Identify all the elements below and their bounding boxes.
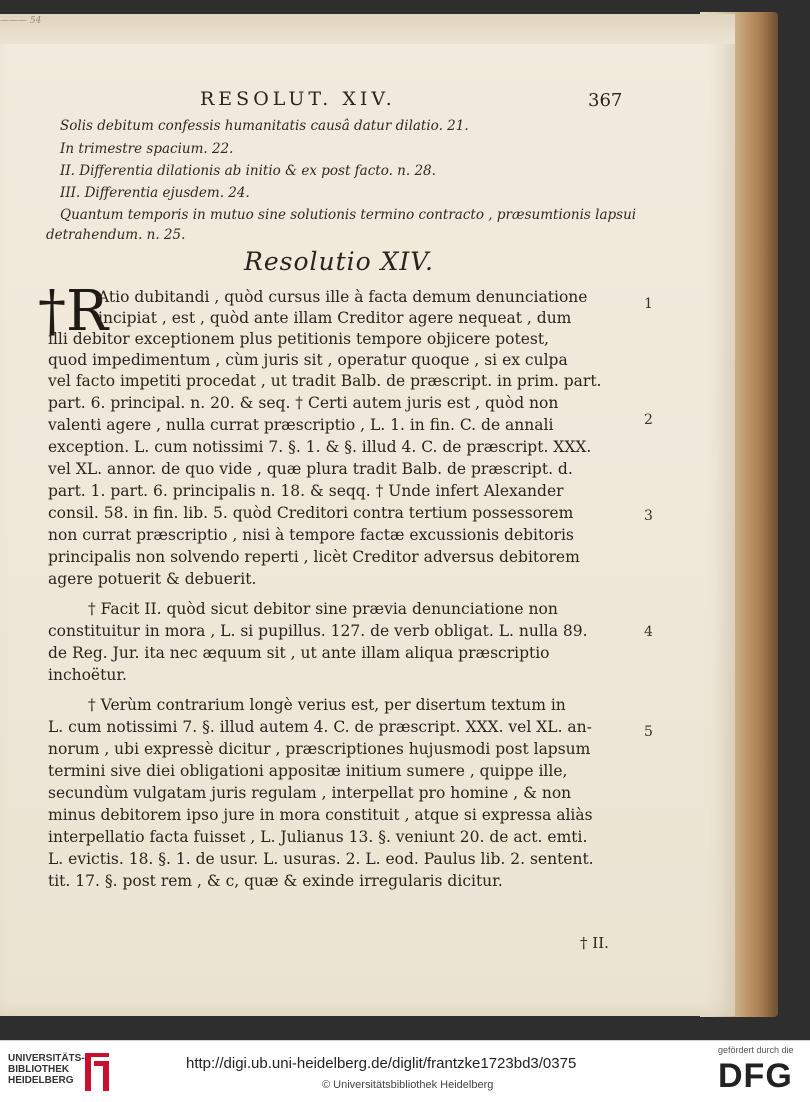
body-line: interpellatio facta fuisset , L. Julianus 13. §. veniunt 20. de act. emti. xyxy=(48,828,588,846)
body-line: agere potuerit & debuerit. xyxy=(48,570,257,588)
body-line: vel XL. annor. de quo vide , quæ plura tradit Balb. de præscript. d. xyxy=(48,460,573,478)
body-line: L. cum notissimi 7. §. illud autem 4. C. de præscript. XXX. vel XL. an- xyxy=(48,718,592,736)
catchword: † II. xyxy=(580,934,609,952)
body-line: non currat præscriptio , nisi à tempore factæ excussionis debitoris xyxy=(48,526,574,544)
dfg-logo: DFG xyxy=(718,1057,793,1095)
summary-line: III. Differentia ejusdem. 24. xyxy=(60,185,250,201)
copyright: © Universitätsbibliothek Heidelberg xyxy=(322,1079,494,1091)
page-top-strip xyxy=(0,14,735,44)
summary-line: In trimestre spacium. 22. xyxy=(60,141,234,157)
body-line: part. 6. principal. n. 20. & seq. † Certi autem juris est , quòd non xyxy=(48,394,559,412)
summary-line: Quantum temporis in mutuo sine solutionis termino contracto , præsumtionis lapsui xyxy=(60,207,637,223)
book-page xyxy=(0,14,735,1016)
body-line: vel facto impetiti procedat , ut tradit Balb. de præscript. in prim. part. xyxy=(48,372,602,390)
running-header: RESOLUT. XIV. xyxy=(200,88,396,110)
body-line: valenti agere , nulla currat præscriptio , L. 1. in fin. C. de annali xyxy=(48,416,554,434)
body-line: quod impedimentum , cùm juris sit , operatur quoque , si ex culpa xyxy=(48,351,568,369)
body-line: Atio dubitandi , quòd cursus ille à facta demum denunciatione xyxy=(98,288,588,306)
drop-cap: †R xyxy=(38,279,109,344)
body-line: termini sive diei obligationi appositæ initium sumere , quippe ille, xyxy=(48,762,568,780)
permalink[interactable]: http://digi.ub.uni-heidelberg.de/diglit/frantzke1723bd3/0375 xyxy=(186,1055,577,1072)
summary-line: Solis debitum confessis humanitatis causâ datur dilatio. 21. xyxy=(60,118,469,134)
margin-number: 1 xyxy=(644,296,653,312)
viewer-footer xyxy=(0,1040,810,1102)
university-logo-icon xyxy=(82,1049,112,1095)
margin-number: 3 xyxy=(644,508,653,524)
margin-number: 5 xyxy=(644,724,653,740)
body-line: de Reg. Jur. ita nec æquum sit , ut ante illam aliqua præscriptio xyxy=(48,644,550,662)
body-line: part. 1. part. 6. principalis n. 18. & seqq. † Unde infert Alexander xyxy=(48,482,564,500)
summary-line: detrahendum. n. 25. xyxy=(46,227,186,243)
body-line: L. evictis. 18. §. 1. de usur. L. usuras. 2. L. eod. Paulus lib. 2. sentent. xyxy=(48,850,594,868)
body-line: consil. 58. in fin. lib. 5. quòd Creditori contra tertium possessorem xyxy=(48,504,574,522)
page-number: 367 xyxy=(588,90,623,111)
body-line: exception. L. cum notissimi 7. §. 1. & §. illud 4. C. de præscript. XXX. xyxy=(48,438,592,456)
body-line: † Verùm contrarium longè verius est, per disertum textum in xyxy=(88,696,566,714)
summary-line: II. Differentia dilationis ab initio & ex post facto. n. 28. xyxy=(60,163,436,179)
body-line: incipiat , est , quòd ante illam Creditor agere nequeat , dum xyxy=(98,309,572,327)
section-title: Resolutio XIV. xyxy=(244,247,434,276)
body-line: illi debitor exceptionem plus petitionis tempore objicere potest, xyxy=(48,330,549,348)
body-line: secundùm vulgatam juris regulam , interpellat pro homine , & non xyxy=(48,784,572,802)
funder-label: gefördert durch die xyxy=(718,1045,794,1055)
body-line: norum , ubi expressè dicitur , præscriptiones hujusmodi post lapsum xyxy=(48,740,591,758)
strip-text: ——— 54 xyxy=(0,16,42,26)
margin-number: 2 xyxy=(644,412,653,428)
body-line: inchoëtur. xyxy=(48,666,127,684)
body-line: minus debitorem ipso jure in mora constituit , atque si expressa aliàs xyxy=(48,806,593,824)
body-line: constituitur in mora , L. si pupillus. 127. de verb obligat. L. nulla 89. xyxy=(48,622,588,640)
body-line: tit. 17. §. post rem , & c, quæ & exinde irregularis dicitur. xyxy=(48,872,503,890)
body-line: † Facit II. quòd sicut debitor sine prævia denunciatione non xyxy=(88,600,558,618)
body-line: principalis non solvendo reperti , licèt Creditor adversus debitorem xyxy=(48,548,580,566)
margin-number: 4 xyxy=(644,624,653,640)
library-name: UNIVERSITÄTS- BIBLIOTHEK HEIDELBERG xyxy=(8,1053,85,1086)
